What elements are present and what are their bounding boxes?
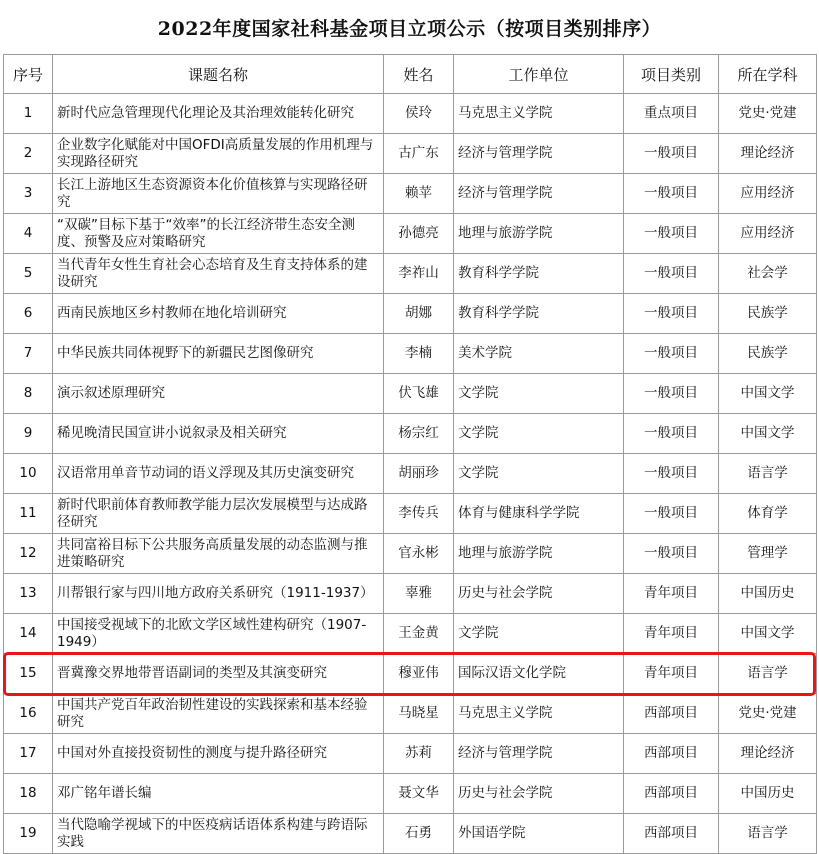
discipline: 中国文学 <box>719 414 817 454</box>
project-name: 当代隐喻学视域下的中医疫病话语体系构建与跨语际实践 <box>53 814 384 854</box>
header-no: 序号 <box>4 55 53 94</box>
table-row <box>4 134 817 174</box>
work-unit: 体育与健康科学学院 <box>454 494 624 534</box>
row-number: 13 <box>4 574 53 614</box>
project-category: 西部项目 <box>624 694 719 734</box>
project-name: 川帮银行家与四川地方政府关系研究（1911-1937） <box>53 574 384 614</box>
person-name: 李楠 <box>384 334 454 374</box>
project-name: “双碳”目标下基于“效率”的长江经济带生态安全测度、预警及应对策略研究 <box>53 214 384 254</box>
person-name: 官永彬 <box>384 534 454 574</box>
row-number: 15 <box>4 654 53 694</box>
discipline: 社会学 <box>719 254 817 294</box>
person-name: 胡丽珍 <box>384 454 454 494</box>
project-category: 一般项目 <box>624 494 719 534</box>
project-category: 青年项目 <box>624 614 719 654</box>
work-unit: 文学院 <box>454 454 624 494</box>
project-category: 西部项目 <box>624 734 719 774</box>
project-category: 一般项目 <box>624 214 719 254</box>
work-unit: 教育科学学院 <box>454 254 624 294</box>
page-title: 2022年度国家社科基金项目立项公示（按项目类别排序） <box>157 17 662 40</box>
work-unit: 地理与旅游学院 <box>454 534 624 574</box>
table-row <box>4 574 817 614</box>
work-unit: 文学院 <box>454 414 624 454</box>
header-person: 姓名 <box>384 55 454 94</box>
project-category: 青年项目 <box>624 574 719 614</box>
person-name: 辜雅 <box>384 574 454 614</box>
person-name: 穆亚伟 <box>384 654 454 694</box>
project-name: 中华民族共同体视野下的新疆民艺图像研究 <box>53 334 384 374</box>
discipline: 党史·党建 <box>719 94 817 134</box>
person-name: 聂文华 <box>384 774 454 814</box>
header-row <box>4 55 817 94</box>
person-name: 孙德亮 <box>384 214 454 254</box>
work-unit: 历史与社会学院 <box>454 774 624 814</box>
discipline: 语言学 <box>719 654 817 694</box>
project-name: 企业数字化赋能对中国OFDI高质量发展的作用机理与实现路径研究 <box>53 134 384 174</box>
row-number: 3 <box>4 174 53 214</box>
person-name: 杨宗红 <box>384 414 454 454</box>
table-row <box>4 174 817 214</box>
person-name: 胡娜 <box>384 294 454 334</box>
header-category: 项目类别 <box>624 55 719 94</box>
person-name: 马晓星 <box>384 694 454 734</box>
project-name: 稀见晚清民国宣讲小说叙录及相关研究 <box>53 414 384 454</box>
discipline: 中国历史 <box>719 574 817 614</box>
project-name: 当代青年女性生育社会心态培育及生育支持体系的建设研究 <box>53 254 384 294</box>
row-number: 12 <box>4 534 53 574</box>
work-unit: 文学院 <box>454 374 624 414</box>
discipline: 民族学 <box>719 294 817 334</box>
work-unit: 历史与社会学院 <box>454 574 624 614</box>
project-name: 共同富裕目标下公共服务高质量发展的动态监测与推进策略研究 <box>53 534 384 574</box>
header-discipline: 所在学科 <box>719 55 817 94</box>
discipline: 中国文学 <box>719 374 817 414</box>
work-unit: 美术学院 <box>454 334 624 374</box>
table-row <box>4 214 817 254</box>
row-number: 1 <box>4 94 53 134</box>
table-row <box>4 614 817 654</box>
project-name: 新时代应急管理现代化理论及其治理效能转化研究 <box>53 94 384 134</box>
discipline: 应用经济 <box>719 214 817 254</box>
table-row <box>4 694 817 734</box>
person-name: 李传兵 <box>384 494 454 534</box>
project-name: 汉语常用单音节动词的语义浮现及其历史演变研究 <box>53 454 384 494</box>
project-name: 邓广铭年谱长编 <box>53 774 384 814</box>
work-unit: 经济与管理学院 <box>454 134 624 174</box>
work-unit: 国际汉语文化学院 <box>454 654 624 694</box>
project-category: 一般项目 <box>624 454 719 494</box>
person-name: 伏飞雄 <box>384 374 454 414</box>
project-name: 长江上游地区生态资源资本化价值核算与实现路径研究 <box>53 174 384 214</box>
person-name: 王金黄 <box>384 614 454 654</box>
project-category: 一般项目 <box>624 534 719 574</box>
discipline: 理论经济 <box>719 134 817 174</box>
person-name: 石勇 <box>384 814 454 854</box>
project-name: 演示叙述原理研究 <box>53 374 384 414</box>
table-row <box>4 814 817 854</box>
header-unit: 工作单位 <box>454 55 624 94</box>
table-row <box>4 494 817 534</box>
work-unit: 马克思主义学院 <box>454 694 624 734</box>
discipline: 中国历史 <box>719 774 817 814</box>
row-number: 7 <box>4 334 53 374</box>
discipline: 语言学 <box>719 454 817 494</box>
table-row <box>4 374 817 414</box>
project-category: 西部项目 <box>624 814 719 854</box>
discipline: 应用经济 <box>719 174 817 214</box>
row-number: 14 <box>4 614 53 654</box>
discipline: 民族学 <box>719 334 817 374</box>
project-name: 新时代职前体育教师教学能力层次发展模型与达成路径研究 <box>53 494 384 534</box>
project-name: 晋冀豫交界地带晋语副词的类型及其演变研究 <box>53 654 384 694</box>
work-unit: 教育科学学院 <box>454 294 624 334</box>
row-number: 17 <box>4 734 53 774</box>
row-number: 16 <box>4 694 53 734</box>
row-number: 6 <box>4 294 53 334</box>
discipline: 语言学 <box>719 814 817 854</box>
person-name: 李祚山 <box>384 254 454 294</box>
project-category: 一般项目 <box>624 254 719 294</box>
table-row <box>4 774 817 814</box>
project-category: 一般项目 <box>624 374 719 414</box>
table-row <box>4 454 817 494</box>
row-number: 18 <box>4 774 53 814</box>
table-row <box>4 734 817 774</box>
project-category: 一般项目 <box>624 174 719 214</box>
work-unit: 马克思主义学院 <box>454 94 624 134</box>
work-unit: 外国语学院 <box>454 814 624 854</box>
work-unit: 地理与旅游学院 <box>454 214 624 254</box>
project-category: 青年项目 <box>624 654 719 694</box>
row-number: 10 <box>4 454 53 494</box>
table-row <box>4 294 817 334</box>
row-number: 9 <box>4 414 53 454</box>
discipline: 党史·党建 <box>719 694 817 734</box>
table-row <box>4 654 817 694</box>
person-name: 古广东 <box>384 134 454 174</box>
person-name: 苏莉 <box>384 734 454 774</box>
table-row <box>4 254 817 294</box>
project-category: 一般项目 <box>624 294 719 334</box>
discipline: 管理学 <box>719 534 817 574</box>
table-row <box>4 334 817 374</box>
work-unit: 经济与管理学院 <box>454 734 624 774</box>
project-name: 中国接受视域下的北欧文学区域性建构研究（1907-1949） <box>53 614 384 654</box>
row-number: 5 <box>4 254 53 294</box>
discipline: 中国文学 <box>719 614 817 654</box>
project-table <box>3 54 817 854</box>
project-name: 西南民族地区乡村教师在地化培训研究 <box>53 294 384 334</box>
project-name: 中国共产党百年政治韧性建设的实践探索和基本经验研究 <box>53 694 384 734</box>
row-number: 8 <box>4 374 53 414</box>
project-name: 中国对外直接投资韧性的测度与提升路径研究 <box>53 734 384 774</box>
project-category: 重点项目 <box>624 94 719 134</box>
person-name: 侯玲 <box>384 94 454 134</box>
table-row <box>4 94 817 134</box>
person-name: 赖苹 <box>384 174 454 214</box>
project-category: 一般项目 <box>624 414 719 454</box>
table-row <box>4 534 817 574</box>
row-number: 4 <box>4 214 53 254</box>
work-unit: 文学院 <box>454 614 624 654</box>
row-number: 11 <box>4 494 53 534</box>
project-category: 一般项目 <box>624 334 719 374</box>
discipline: 体育学 <box>719 494 817 534</box>
row-number: 2 <box>4 134 53 174</box>
table-row <box>4 414 817 454</box>
discipline: 理论经济 <box>719 734 817 774</box>
header-project-name: 课题名称 <box>53 55 384 94</box>
project-category: 西部项目 <box>624 774 719 814</box>
work-unit: 经济与管理学院 <box>454 174 624 214</box>
row-number: 19 <box>4 814 53 854</box>
project-category: 一般项目 <box>624 134 719 174</box>
